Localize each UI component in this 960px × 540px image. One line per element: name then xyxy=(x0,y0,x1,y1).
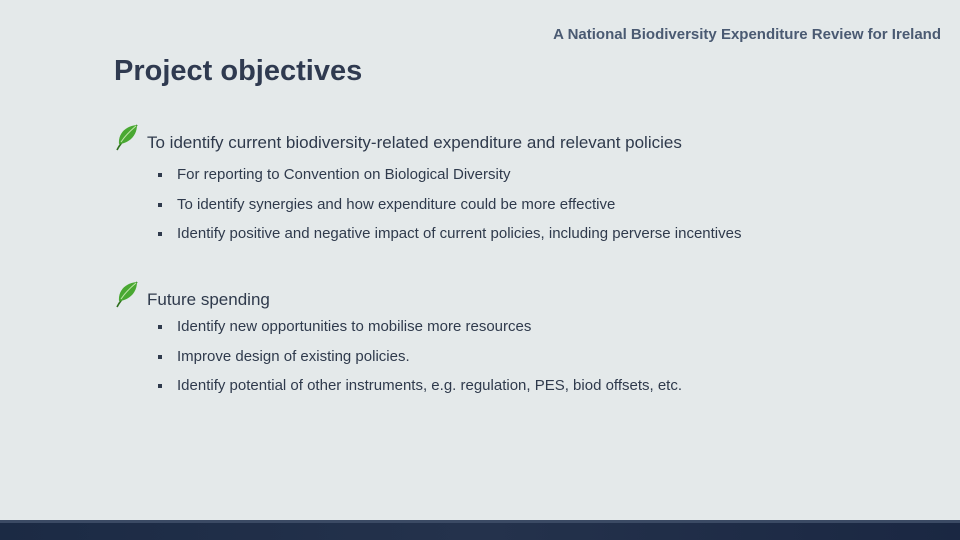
list-item xyxy=(157,342,682,372)
section-label: Future spending xyxy=(147,290,270,309)
list-item xyxy=(157,312,682,342)
bullet-icon xyxy=(158,355,162,359)
leaf-icon xyxy=(115,122,139,152)
list-item xyxy=(157,219,741,249)
list-item-text: Identify new opportunities to mobilise more resources xyxy=(177,318,532,335)
list-item xyxy=(157,160,741,190)
list-item-text: For reporting to Convention on Biological Diversity xyxy=(177,166,511,183)
list-item-text: To identify synergies and how expenditure could be more effective xyxy=(177,195,616,213)
bullet-icon xyxy=(158,203,162,207)
leaf-icon xyxy=(115,279,139,309)
objective-section-future xyxy=(115,279,682,401)
footer-bar xyxy=(0,520,960,540)
list-item xyxy=(157,371,682,401)
bullet-icon xyxy=(158,325,162,329)
bullet-icon xyxy=(158,232,162,236)
page-title: Project objectives xyxy=(114,55,363,87)
bullet-icon xyxy=(158,384,162,388)
list-item-text: Identify potential of other instruments, e.g. regulation, PES, biod offsets, etc. xyxy=(177,377,683,394)
objective-section-current xyxy=(115,122,741,249)
list-item-text: Identify positive and negative impact of current policies, including perverse incentives xyxy=(177,225,742,242)
bullet-list xyxy=(157,160,741,249)
bullet-list xyxy=(157,312,682,401)
list-item xyxy=(157,190,741,220)
bullet-icon xyxy=(158,173,162,177)
list-item-text: Improve design of existing policies. xyxy=(177,347,410,365)
header-title: A National Biodiversity Expenditure Review for Ireland xyxy=(553,26,941,43)
section-label: To identify current biodiversity-related expenditure and relevant policies xyxy=(147,133,682,152)
